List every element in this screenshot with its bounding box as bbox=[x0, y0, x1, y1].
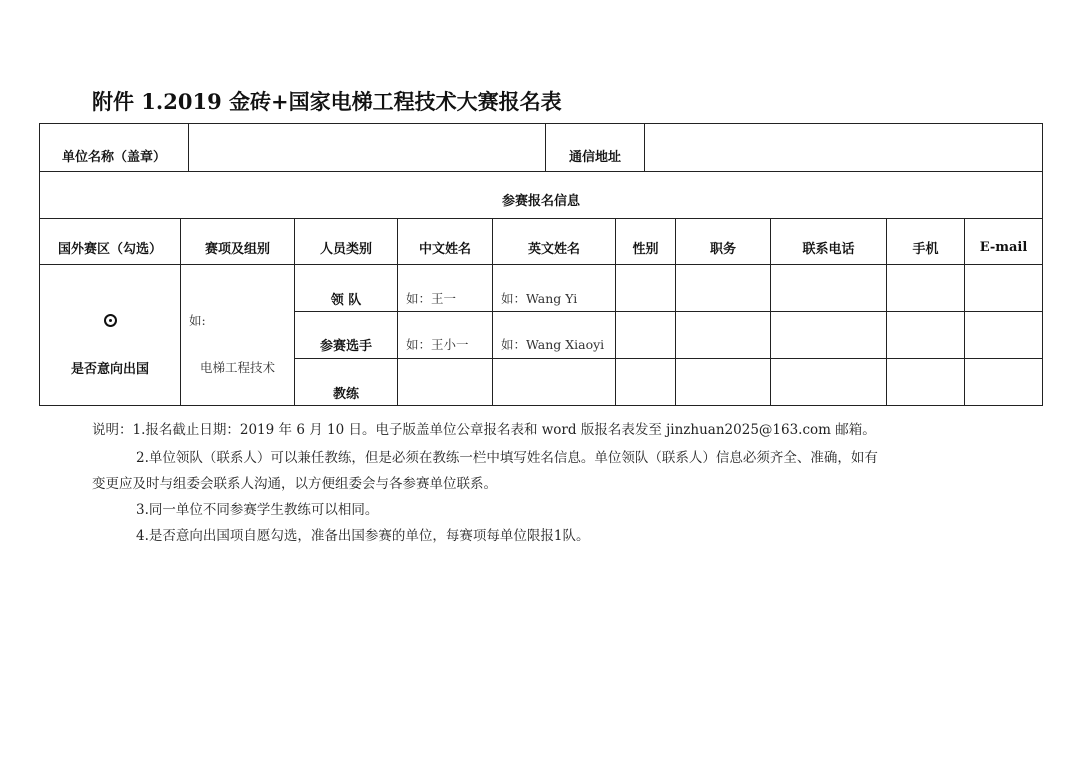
note-line: 说明：1.报名截止日期：2019 年 6 月 10 日。电子版盖单位公章报名表和 word 版报名表发至 jinzhuan2025@163.com 邮箱。 bbox=[92, 422, 876, 438]
form-title: 附件 1.2019 金砖+国家电梯工程技术大赛报名表 bbox=[92, 89, 562, 114]
role-coach: 教练 bbox=[332, 386, 359, 402]
note-line: 2.单位领队（联系人）可以兼任教练，但是必须在教练一栏中填写姓名信息。单位领队（联系人）信息必须齐全、准确，如有 bbox=[136, 450, 878, 466]
role-contestant: 参赛选手 bbox=[319, 338, 372, 354]
note-line: 4.是否意向出国项自愿勾选，准备出国参赛的单位，每赛项每单位限报1队。 bbox=[136, 528, 590, 544]
overseas-radio-cell[interactable] bbox=[40, 307, 180, 333]
leader-chinese-name[interactable]: 如：王一 bbox=[406, 291, 457, 306]
role-leader: 领 队 bbox=[330, 292, 362, 308]
event-name: 电梯工程技术 bbox=[199, 360, 275, 375]
header-email: E-mail bbox=[979, 239, 1028, 255]
coach-english-name[interactable] bbox=[493, 378, 615, 406]
overseas-intent-label: 是否意向出国 bbox=[70, 361, 149, 377]
leader-english-name[interactable]: 如：Wang Yi bbox=[501, 291, 578, 306]
header-position: 职务 bbox=[709, 241, 736, 257]
contestant-english-name[interactable]: 如：Wang Xiaoyi bbox=[501, 337, 605, 352]
coach-chinese-name[interactable] bbox=[398, 378, 492, 406]
unit-name-label: 单位名称（盖章） bbox=[61, 150, 166, 165]
address-field[interactable] bbox=[645, 124, 1042, 171]
header-english-name: 英文姓名 bbox=[527, 241, 580, 257]
unit-name-field[interactable] bbox=[189, 124, 545, 171]
note-line: 3.同一单位不同参赛学生教练可以相同。 bbox=[136, 502, 379, 518]
event-example-prefix: 如: bbox=[189, 313, 206, 328]
header-phone: 联系电话 bbox=[802, 241, 855, 257]
header-person-type: 人员类别 bbox=[319, 241, 372, 257]
header-mobile: 手机 bbox=[912, 241, 939, 257]
address-label: 通信地址 bbox=[568, 150, 621, 165]
header-chinese-name: 中文姓名 bbox=[418, 241, 471, 257]
header-gender: 性别 bbox=[632, 241, 659, 257]
contestant-chinese-name[interactable]: 如：王小一 bbox=[406, 337, 469, 352]
note-line: 变更应及时与组委会联系人沟通，以方便组委会与各参赛单位联系。 bbox=[92, 476, 497, 492]
section-title: 参赛报名信息 bbox=[501, 193, 580, 209]
row-divider bbox=[294, 358, 1042, 359]
header-overseas-region: 国外赛区（勾选） bbox=[57, 241, 162, 257]
overseas-radio-icon[interactable] bbox=[104, 314, 117, 327]
header-event-group: 赛项及组别 bbox=[204, 241, 270, 257]
row-divider bbox=[40, 264, 1042, 265]
row-divider bbox=[40, 171, 1042, 172]
registration-form-table bbox=[39, 123, 1043, 406]
